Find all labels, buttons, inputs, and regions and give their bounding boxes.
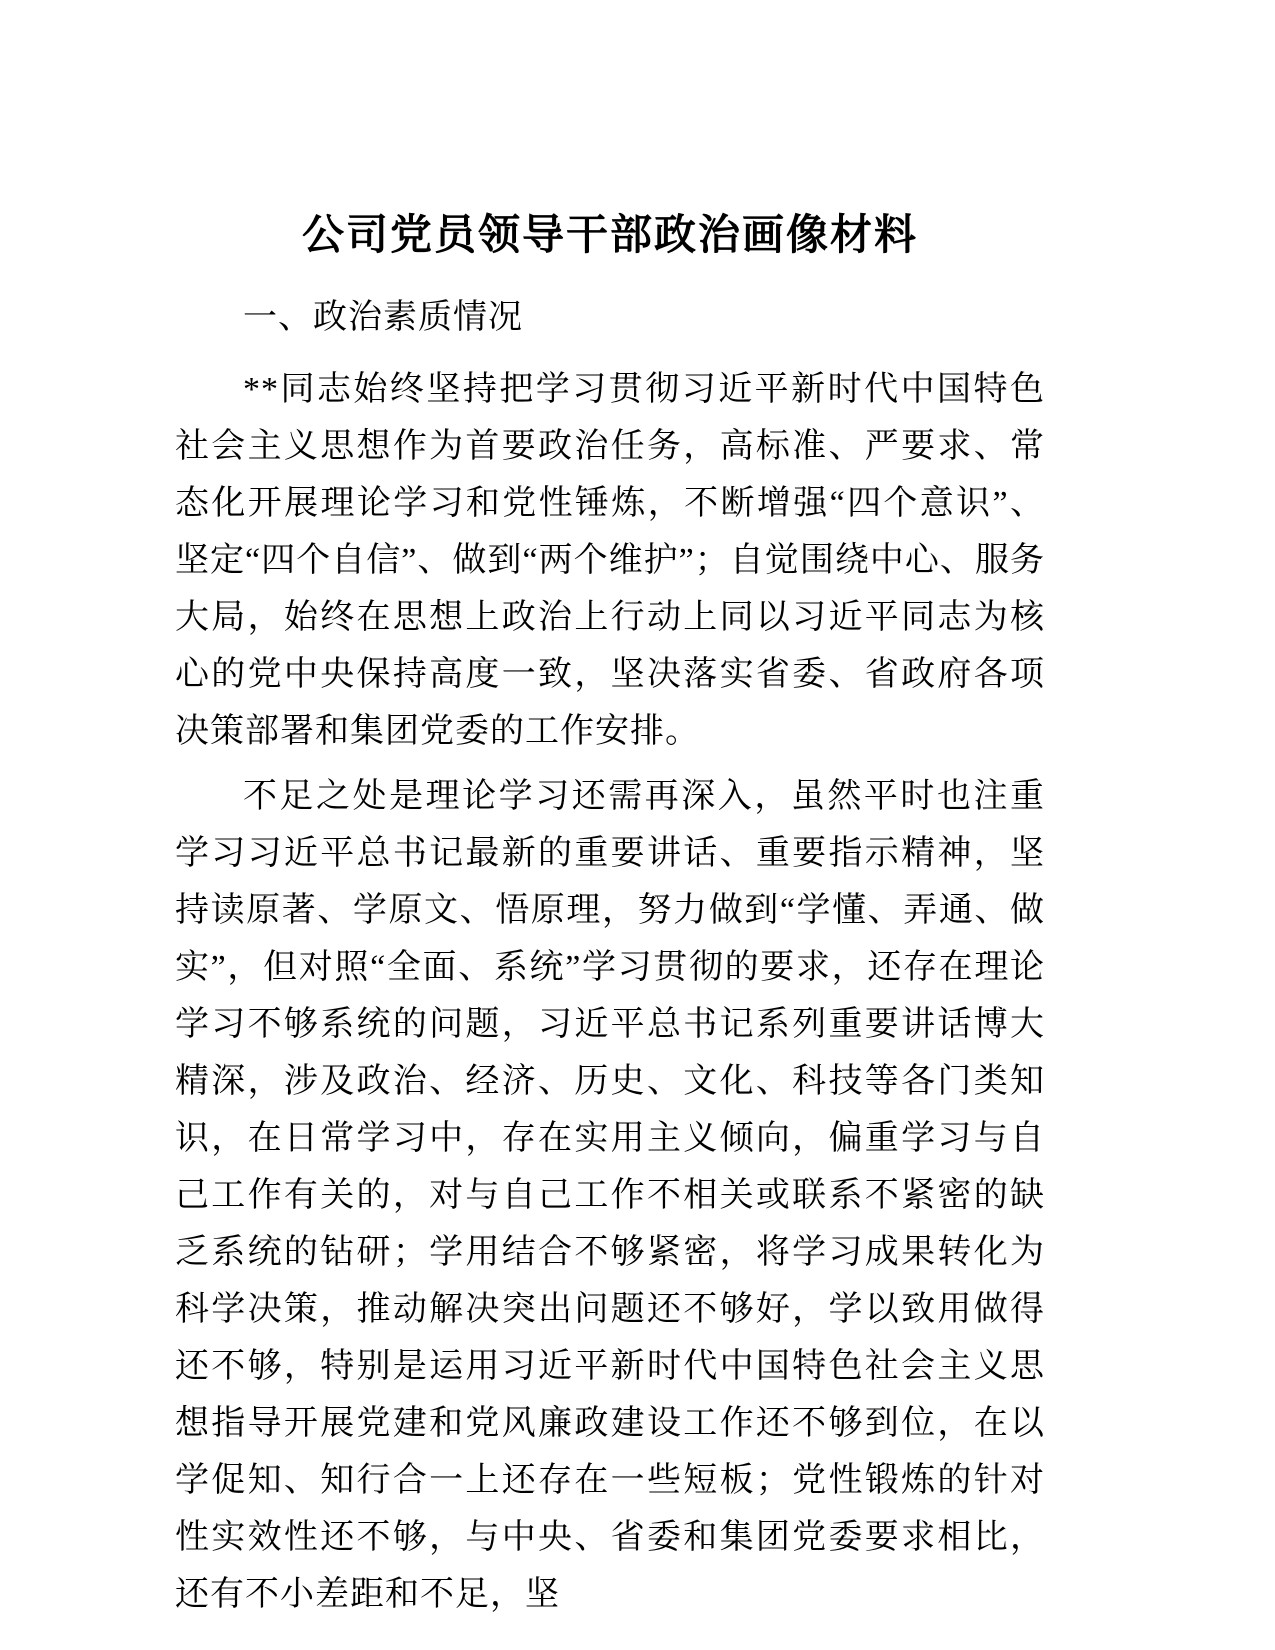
section-heading: 一、政治素质情况 — [243, 299, 523, 336]
document-title: 公司党员领导干部政治画像材料 — [301, 211, 918, 258]
paragraph: **同志始终坚持把学习贯彻习近平新时代中国特色社会主义思想作为首要政治任务，高标准、严要求、常态化开展理论学习和党性锤炼，不断增强“四个意识”、坚定“四个自信”、做到“两个维护”；自觉围绕中心、服务大局，始终在思想上政治上行动上同以习近平同志为核心的党中央保持高度一致，坚决落实省委、省政府各项决策部署和集团党委的工作安排。 — [175, 371, 1045, 750]
paragraph: 不足之处是理论学习还需再深入，虽然平时也注重学习习近平总书记最新的重要讲话、重要指示精神，坚持读原著、学原文、悟原理，努力做到“学懂、弄通、做实”，但对照“全面、系统”学习贯彻的要求，还存在理论学习不够系统的问题，习近平总书记系列重要讲话博大精深，涉及政治、经济、历史、文化、科技等各门类知识，在日常学习中，存在实用主义倾向，偏重学习与自己工作有关的，对与自己工作不相关或联系不紧密的缺乏系统的钻研；学用结合不够紧密，将学习成果转化为科学决策，推动解决突出问题还不够好，学以致用做得还不够，特别是运用习近平新时代中国特色社会主义思想指导开展党建和党风廉政建设工作还不够到位，在以学促知、知行合一上还存在一些短板；党性锻炼的针对性实效性还不够，与中央、省委和集团党委要求相比，还有不小差距和不足，坚 — [175, 778, 1045, 1613]
